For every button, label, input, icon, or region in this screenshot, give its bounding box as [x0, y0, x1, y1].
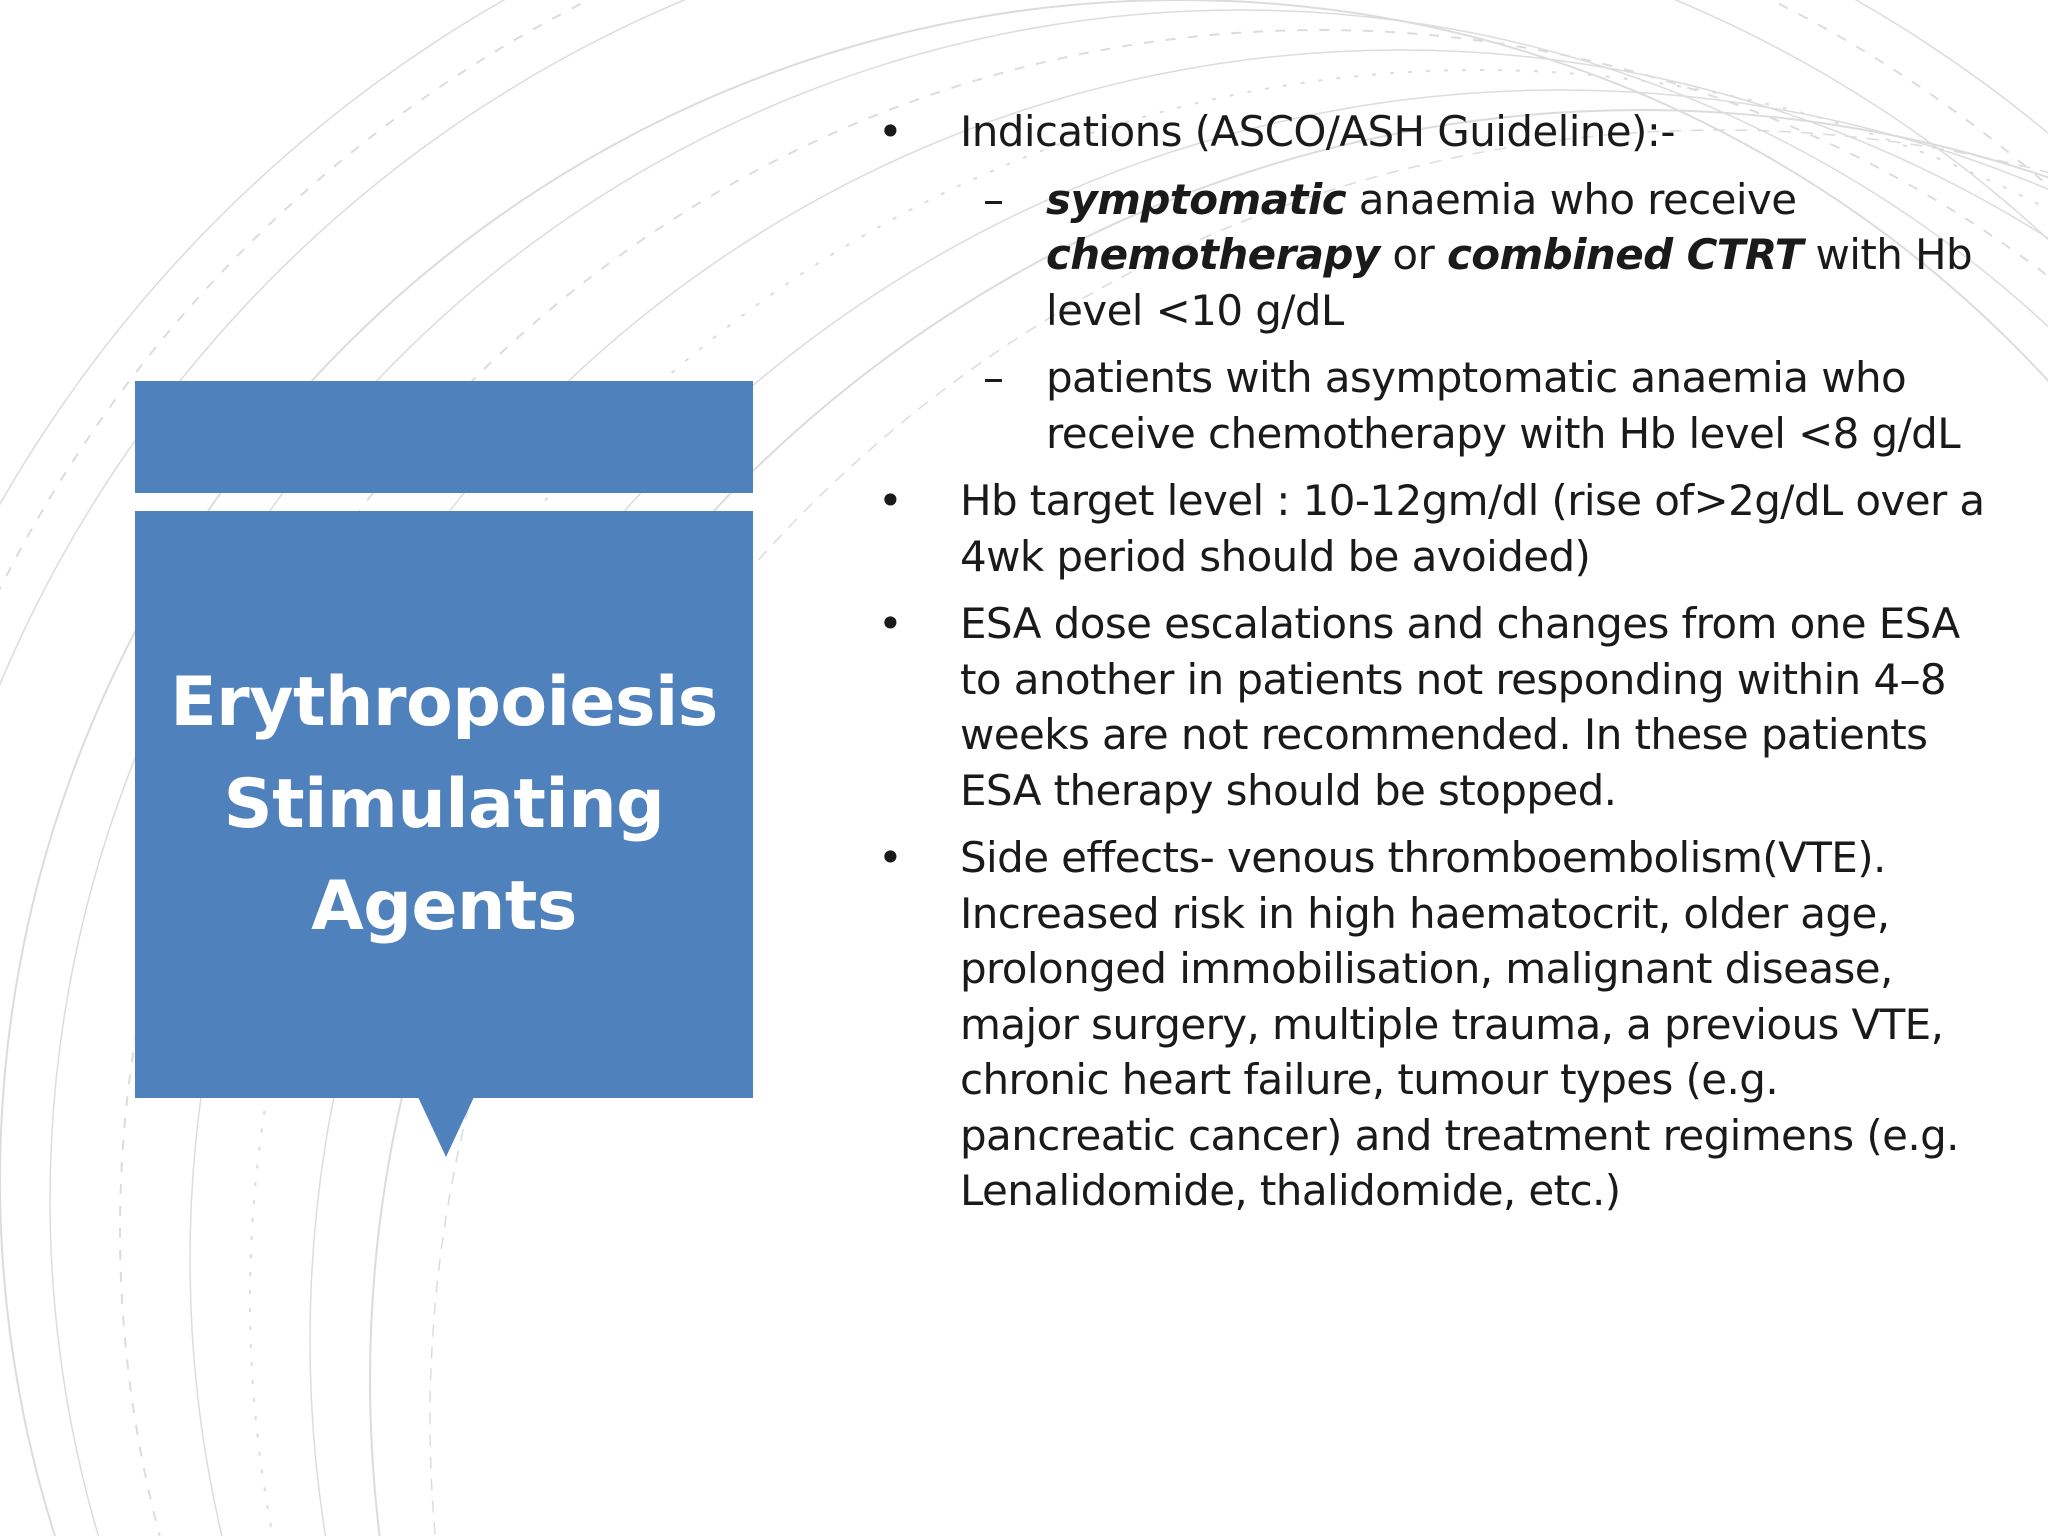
bullet-text: Side effects- venous thromboembolism(VTE). Increased risk in high haematocrit, older age, prolonged immobilisation, malignant disease, major surgery, multiple trauma, a previous VTE, chronic heart failure, tumour types (e.g. pancreatic cancer) and treatment regimens (e.g. Lenalidomide, thalidomide, etc.): [960, 833, 1959, 1215]
bullet-item-indications: [878, 104, 1998, 461]
dash-icon: –: [983, 353, 1004, 402]
sub-bullet-text: anaemia who receive: [1346, 174, 1797, 224]
title-accent-bar: [135, 381, 753, 493]
sub-bullet-list: [960, 172, 1998, 462]
bullet-dot-icon: •: [878, 476, 903, 525]
sub-bullet-text: or: [1379, 230, 1447, 279]
bullet-item-side-effects: [878, 830, 1998, 1219]
bullet-dot-icon: •: [878, 599, 903, 648]
bullet-text: Hb target level : 10-12gm/dl (rise of>2g/dL over a 4wk period should be avoided): [960, 476, 1985, 581]
sub-bullet-item-symptomatic: [878, 172, 1998, 339]
bullet-dot-icon: •: [878, 107, 903, 156]
bullet-item-esa-dose: [878, 596, 1998, 818]
sub-bullet-text: patients with asymptomatic anaemia who receive chemotherapy with Hb level <8 g/dL: [1046, 353, 1960, 458]
bullet-text: ESA dose escalations and changes from one ESA to another in patients not responding within 4–8 weeks are not recommended. In these patients ESA therapy should be stopped.: [960, 599, 1960, 815]
emphasis-text: symptomatic: [1046, 174, 1347, 224]
title-line: Agents: [311, 866, 577, 946]
title-callout-pointer: [418, 1097, 474, 1157]
sub-bullet-text: with Hb level <10 g/dL: [1046, 230, 1973, 335]
bullet-list: [878, 104, 1998, 1219]
dash-icon: –: [983, 174, 1004, 224]
sub-bullet-item-asymptomatic: [878, 350, 1998, 461]
bullet-text: Indications (ASCO/ASH Guideline):-: [960, 107, 1675, 156]
title-line: Stimulating: [223, 764, 665, 844]
bullet-item-hb-target: [878, 473, 1998, 584]
title-line: Erythropoiesis: [170, 662, 718, 742]
emphasis-text: combined CTRT: [1446, 230, 1803, 279]
slide-title: [144, 652, 744, 958]
emphasis-text: chemotherapy: [1046, 230, 1380, 279]
bullet-dot-icon: •: [878, 833, 903, 882]
slide-content: [878, 104, 1998, 1231]
title-box: [135, 511, 753, 1098]
